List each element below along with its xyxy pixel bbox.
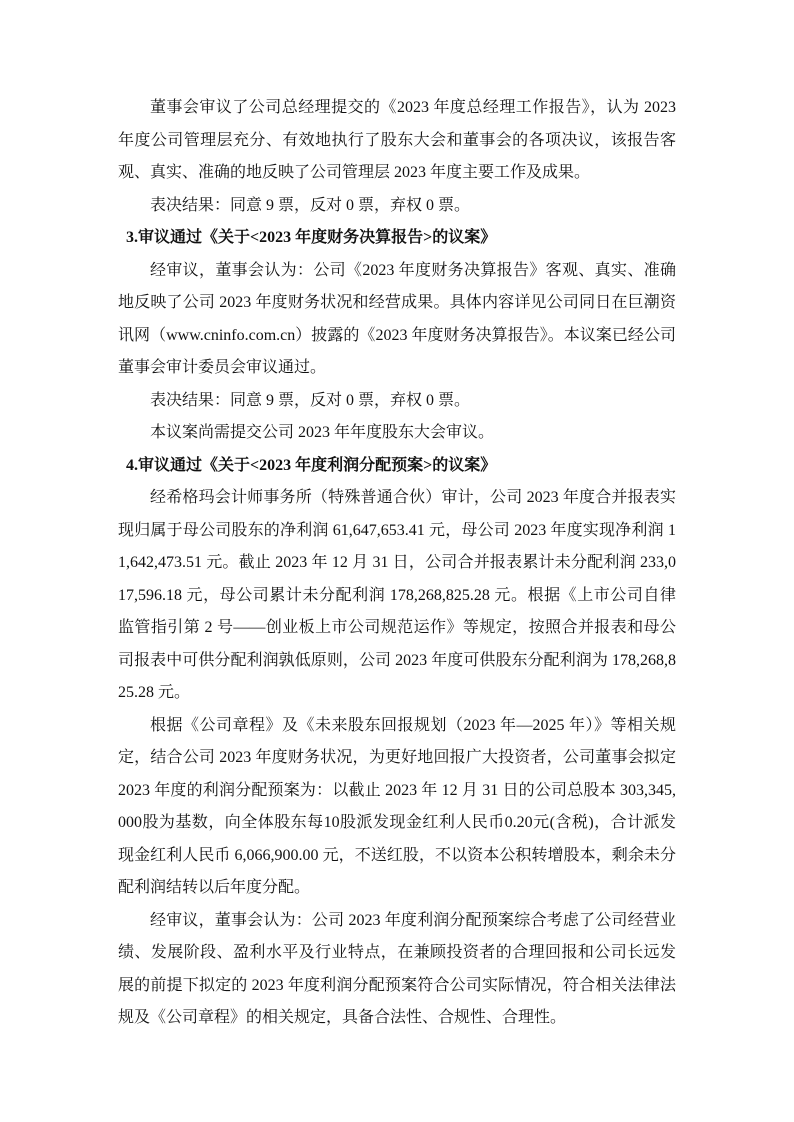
paragraph-gm-report-review: 董事会审议了公司总经理提交的《2023 年度总经理工作报告》，认为 2023 年度公司管理层充分、有效地执行了股东大会和董事会的各项决议，该报告客观、真实、准确的地反映了公司管理层 2023 年度主要工作及成果。 bbox=[118, 99, 676, 181]
paragraph-vote-result-item2: 表决结果：同意 9 票，反对 0 票，弃权 0 票。 bbox=[150, 196, 471, 214]
heading-item3-financial-report: 3.审议通过《关于<2023 年度财务决算报告>的议案》 bbox=[126, 229, 497, 246]
paragraph-vote-result-item3: 表决结果：同意 9 票，反对 0 票，弃权 0 票。 bbox=[150, 391, 471, 409]
paragraph-item4-board-opinion: 经审议，董事会认为：公司 2023 年度利润分配预案综合考虑了公司经营业绩、发展阶段、盈利水平及行业特点，在兼顾投资者的合理回报和公司长远发展的前提下拟定的 2023 年度利润分配预案符合公司实际情况，符合相关法律法规及《公司章程》的相关规定，具备合法性、合规性、合理性。 bbox=[118, 911, 676, 1026]
paragraph-item4-audit-figures: 经希格玛会计师事务所（特殊普通合伙）审计，公司 2023 年度合并报表实现归属于母公司股东的净利润 61,647,653.41 元，母公司 2023 年度实现净利润 11,642,473.51 元。截止 2023 年 12 月 31 日，公司合并报表累计未分配利润 233,017,596.18 元，母公司累计未分配利润 178,268,825.28 元。根据《上市公司自律监管指引第 2 号——创业板上市公司规范运作》等规定，按照合并报表和母公司报表中可供分配利润孰低原则，公司 2023 年度可供股东分配利润为 178,268,825.28 元。 bbox=[118, 489, 676, 701]
paragraph-item3-review: 经审议，董事会认为：公司《2023 年度财务决算报告》客观、真实、准确地反映了公司 2023 年度财务状况和经营成果。具体内容详见公司同日在巨潮资讯网（www.cninfo.com.cn）披露的《2023 年度财务决算报告》。本议案已经公司董事会审计委员会审议通过。 bbox=[118, 261, 676, 376]
heading-item4-profit-distribution: 4.审议通过《关于<2023 年度利润分配预案>的议案》 bbox=[126, 456, 497, 474]
paragraph-item3-agm-note: 本议案尚需提交公司 2023 年年度股东大会审议。 bbox=[150, 424, 495, 441]
paragraph-item4-dividend-plan: 根据《公司章程》及《未来股东回报规划（2023 年—2025 年）》等相关规定，结合公司 2023 年度财务状况，为更好地回报广大投资者，公司董事会拟定 2023 年度的利润分配预案为：以截止 2023 年 12 月 31 日的公司总股本 303,345,000股为基数，向全体股东每10股派发现金红利人民币0.20元(含税)，合计派发现金红利人民币 6,066,900.00 元，不送红股，不以资本公积转增股本，剩余未分配利润结转以后年度分配。 bbox=[118, 716, 676, 896]
